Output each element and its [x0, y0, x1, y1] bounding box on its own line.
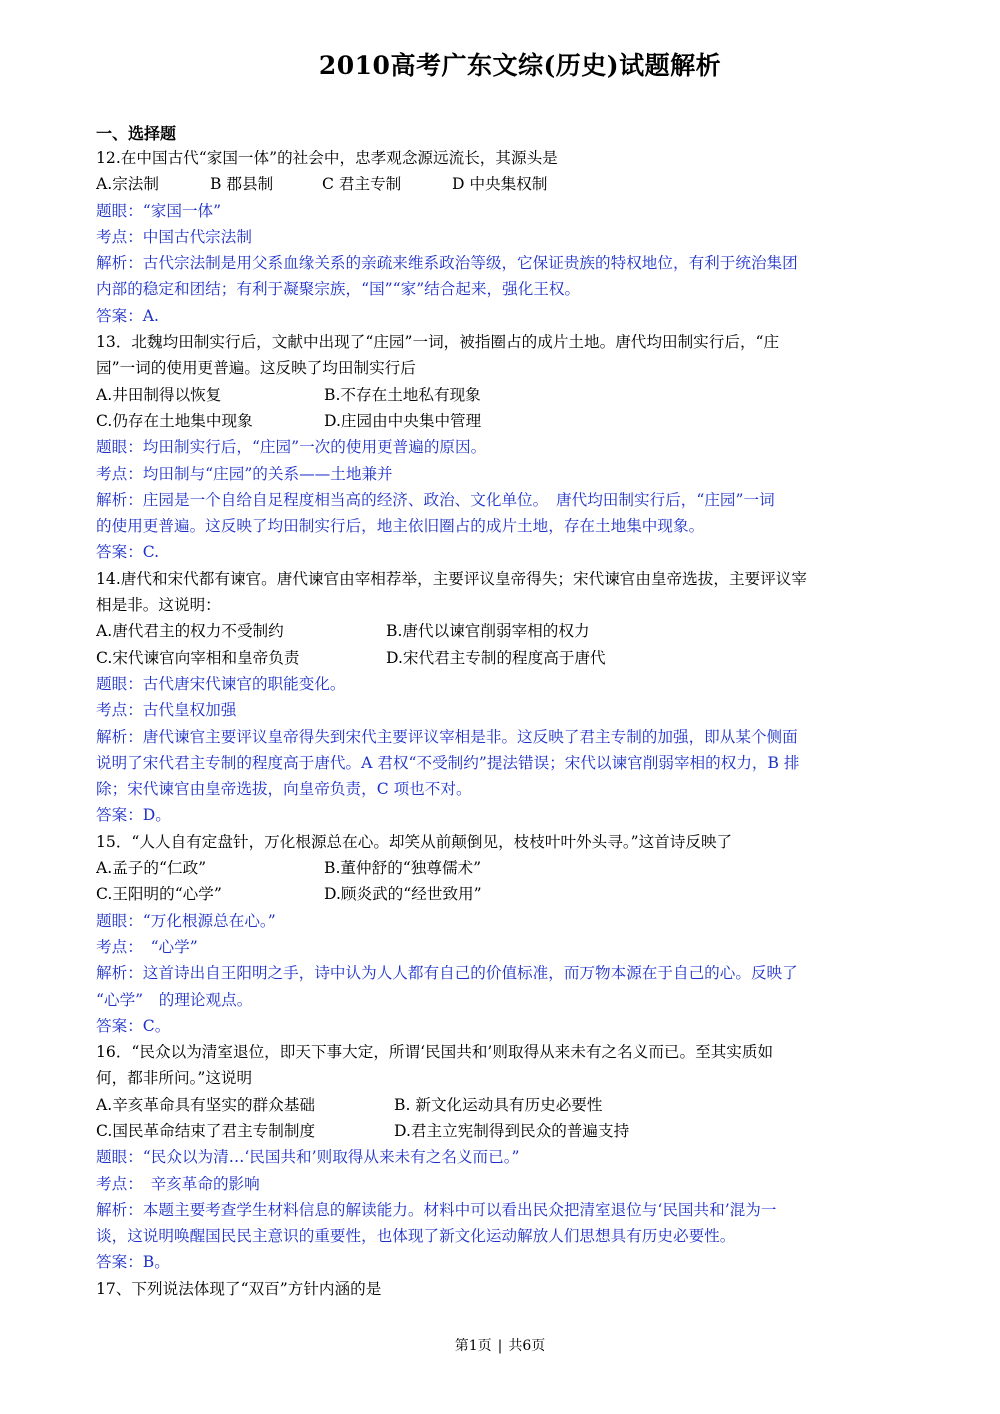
option-c: C.王阳明的“心学”	[96, 885, 222, 904]
answer: 答案：D。	[96, 806, 171, 825]
page-number: 第1页	[454, 1338, 492, 1354]
analysis-line: 解析：本题主要考查学生材料信息的解读能力。材料中可以看出民众把清室退位与‘民国共和’混为一	[96, 1200, 777, 1219]
analysis-line: 谈，这说明唤醒国民民主意识的重要性，也体现了新文化运动解放人们思想具有历史必要性。	[96, 1227, 736, 1246]
test-point: 考点： “心学”	[96, 937, 198, 956]
question-stem: 12.在中国古代“家国一体”的社会中，忠孝观念源远流长，其源头是	[96, 149, 558, 167]
answer: 答案：B。	[96, 1253, 170, 1272]
analysis-line: “心学” 的理论观点。	[96, 990, 253, 1009]
key-phrase: 题眼：均田制实行后，“庄园”一次的使用更普遍的原因。	[96, 438, 487, 457]
options-row	[96, 881, 906, 907]
option-c: C.国民革命结束了君主专制制度	[96, 1121, 316, 1140]
option-a: A.宗法制	[96, 175, 159, 194]
question-14	[96, 566, 906, 829]
option-d: D 中央集权制	[452, 175, 548, 194]
test-point: 考点： 辛亥革命的影响	[96, 1174, 260, 1193]
page-footer	[0, 1335, 1000, 1355]
question-stem: 何，都非所问。”这说明	[96, 1069, 253, 1088]
question-stem: 15．“人人自有定盘针，万化根源总在心。却笑从前颠倒见，枝枝叶叶外头寻。”这首诗反映了	[96, 832, 733, 851]
option-b: B.唐代以谏官削弱宰相的权力	[386, 622, 590, 641]
options-row	[96, 618, 906, 644]
analysis-line: 解析：唐代谏官主要评议皇帝得失到宋代主要评议宰相是非。这反映了君主专制的加强，即从某个侧面	[96, 727, 798, 746]
section-heading: 一、选择题	[96, 124, 177, 143]
options-row	[96, 171, 906, 197]
question-13	[96, 329, 906, 566]
question-17-stem: 17、下列说法体现了“双百”方针内涵的是	[96, 1279, 382, 1298]
options-row	[96, 645, 906, 671]
test-point: 考点：中国古代宗法制	[96, 227, 252, 246]
analysis-line: 的使用更普遍。这反映了均田制实行后，地主依旧圈占的成片土地，存在土地集中现象。	[96, 517, 705, 536]
question-stem: 园”一词的使用更普遍。这反映了均田制实行后	[96, 359, 416, 378]
analysis-line: 说明了宋代君主专制的程度高于唐代。A 君权“不受制约”提法错误；宋代以谏官削弱宰相的权力，B 排	[96, 753, 800, 772]
option-a: A.井田制得以恢复	[96, 385, 222, 404]
analysis-line: 内部的稳定和团结；有利于凝聚宗族，“国”“家”结合起来，强化王权。	[96, 280, 581, 299]
key-phrase: 题眼：“民众以为清…‘民国共和’则取得从来未有之名义而已。”	[96, 1148, 520, 1167]
option-d: D.庄园由中央集中管理	[324, 411, 482, 430]
option-a: A.辛亥革命具有坚实的群众基础	[96, 1095, 315, 1114]
options-row	[96, 1118, 906, 1144]
question-stem: 14.唐代和宋代都有谏官。唐代谏官由宰相荐举，主要评议皇帝得失；宋代谏官由皇帝选拔，主要评议宰	[96, 569, 807, 588]
options-row	[96, 1092, 906, 1118]
page-total: 共6页	[508, 1338, 546, 1354]
answer: 答案：A.	[96, 306, 159, 325]
option-c: C 君主专制	[322, 175, 402, 194]
answer: 答案：C.	[96, 543, 160, 562]
option-c: C.宋代谏官向宰相和皇帝负责	[96, 648, 300, 667]
options-row	[96, 855, 906, 881]
option-b: B. 新文化运动具有历史必要性	[394, 1095, 603, 1114]
question-15	[96, 829, 906, 1039]
analysis-line: 除；宋代谏官由皇帝选拔，向皇帝负责，C 项也不对。	[96, 780, 472, 799]
analysis-line: 解析：古代宗法制是用父系血缘关系的亲疏来维系政治等级，它保证贵族的特权地位，有利于统治集团	[96, 254, 798, 273]
option-c: C.仍存在土地集中现象	[96, 411, 253, 430]
key-phrase: 题眼：“家国一体”	[96, 201, 222, 220]
key-phrase: 题眼：“万化根源总在心。”	[96, 911, 276, 930]
option-d: D.宋代君主专制的程度高于唐代	[386, 648, 606, 667]
question-stem: 13．北魏均田制实行后，文献中出现了“庄园”一词，被指圈占的成片土地。唐代均田制实行后，“庄	[96, 333, 780, 352]
option-d: D.顾炎武的“经世致用”	[324, 885, 482, 904]
option-a: A.唐代君主的权力不受制约	[96, 622, 284, 641]
option-a: A.孟子的“仁政”	[96, 859, 207, 878]
question-16	[96, 1039, 906, 1276]
answer: 答案：C。	[96, 1016, 171, 1035]
options-row	[96, 382, 906, 408]
analysis-line: 解析：这首诗出自王阳明之手，诗中认为人人都有自己的价值标准，而万物本源在于自己的心。反映了	[96, 964, 798, 983]
option-d: D.君主立宪制得到民众的普遍支持	[394, 1121, 630, 1140]
options-row	[96, 408, 906, 434]
question-list	[96, 145, 906, 1302]
page-title: 2010高考广东文综(历史)试题解析	[318, 51, 722, 80]
key-phrase: 题眼：古代唐宋代谏官的职能变化。	[96, 674, 346, 693]
option-b: B 郡县制	[210, 175, 274, 194]
test-point: 考点：均田制与“庄园”的关系——土地兼并	[96, 464, 393, 483]
question-12	[96, 145, 906, 329]
test-point: 考点：古代皇权加强	[96, 701, 237, 720]
footer-separator: |	[497, 1338, 503, 1354]
analysis-line: 解析：庄园是一个自给自足程度相当高的经济、政治、文化单位。 唐代均田制实行后，“庄园”一词	[96, 490, 775, 509]
option-b: B.董仲舒的“独尊儒术”	[324, 859, 482, 878]
question-stem: 相是非。这说明：	[96, 596, 221, 615]
option-b: B.不存在土地私有现象	[324, 385, 481, 404]
question-stem: 16．“民众以为清室退位，即天下事大定，所谓‘民国共和’则取得从来未有之名义而已。至其实质如	[96, 1043, 774, 1062]
